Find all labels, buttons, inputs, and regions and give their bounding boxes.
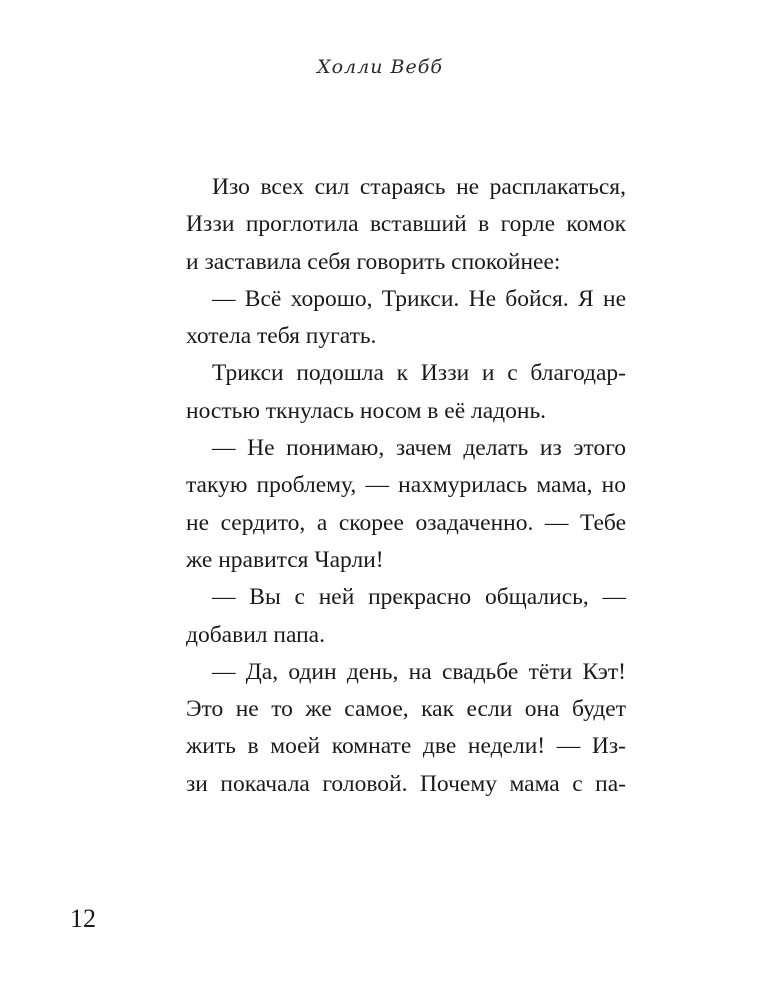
body-text <box>186 169 626 803</box>
paragraph <box>186 281 626 356</box>
text-line: Это не то же самое, как если она будет <box>186 696 626 723</box>
text-line: хотела тебя пугать. <box>186 323 377 350</box>
text-line: — Не понимаю, зачем делать из этого <box>212 435 626 462</box>
text-line: — Всё хорошо, Трикси. Не бойся. Я не <box>212 285 626 312</box>
paragraph <box>186 169 626 281</box>
text-line: добавил папа. <box>186 621 325 648</box>
running-head-author: Холли Вебб <box>317 56 443 78</box>
text-line: же нравится Чарли! <box>186 546 384 573</box>
text-line: ностью ткнулась носом в её ладонь. <box>186 397 547 424</box>
text-line: зи покачала головой. Почему мама с па- <box>186 770 626 797</box>
paragraph <box>186 430 626 579</box>
text-line: — Да, один день, на свадьбе тёти Кэт! <box>212 658 626 685</box>
text-line: такую проблему, — нахмурилась мама, но <box>186 472 626 499</box>
text-line: — Вы с ней прекрасно общались, — <box>212 584 626 611</box>
paragraph <box>186 654 626 803</box>
text-line: Изо всех сил стараясь не расплакаться, <box>212 174 626 200</box>
text-line: Трикси подошла к Иззи и с благодар- <box>212 360 626 387</box>
page-number: 12 <box>70 904 96 933</box>
text-line: и заставила себя говорить спокойнее: <box>186 248 561 275</box>
paragraph <box>186 579 626 654</box>
text-line: не сердито, а скорее озадаченно. — Тебе <box>186 509 626 536</box>
text-line: Иззи проглотила вставший в горле комок <box>186 211 626 238</box>
paragraph <box>186 355 626 430</box>
text-line: жить в моей комнате две недели! — Из- <box>186 733 626 760</box>
